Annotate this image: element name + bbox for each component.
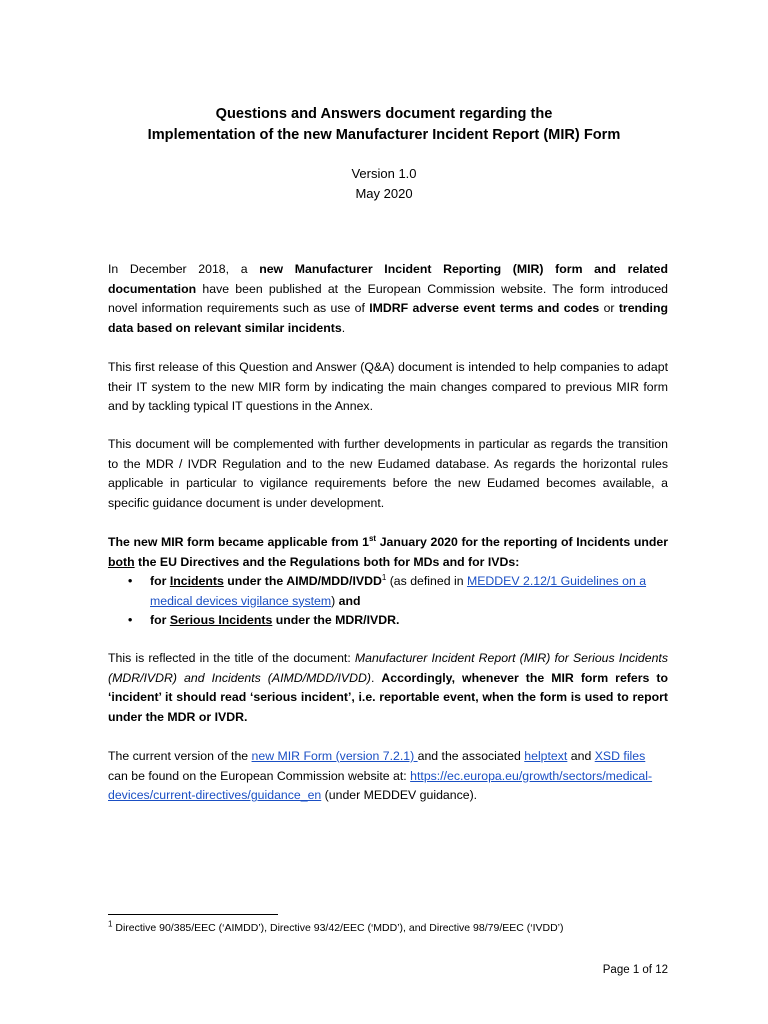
paragraph-title-reflection (108, 649, 668, 727)
underlined-text: Serious Incidents (169, 613, 273, 627)
text: for (150, 613, 170, 627)
title-line-1: Questions and Answers document regarding the (215, 106, 553, 122)
page-number: Page 1 of 12 (602, 964, 668, 976)
version-date: May 2020 (355, 186, 413, 201)
bold-text: IMDRF adverse event terms and codes (369, 301, 600, 315)
version-block (0, 164, 768, 204)
text: The new MIR form became applicable from 1 (108, 535, 369, 549)
bullet-icon: • (128, 613, 133, 627)
text: for (150, 574, 170, 588)
paragraph-complement: This document will be complemented with further developments in particular as regards the transition to the MDR / IVDR Regulation and to the new Eudamed database. As regards the horizontal rules applicable in particular to vigilance requirements before the new Eudamed becomes available, a specific guidance document is under development. (108, 437, 668, 510)
text: The current version of the (108, 749, 252, 763)
ec-guidance-url-link[interactable]: https://ec.europa.eu/growth/sectors/medical-devices/current-directives/guidance_en (108, 768, 653, 802)
applicability-list (108, 572, 668, 631)
text: the EU Directives and the Regulations both for MDs and for IVDs: (134, 554, 520, 569)
footnote (108, 920, 708, 936)
text: or (599, 301, 619, 315)
text: under the MDR/IVDR. (272, 613, 400, 627)
text: (under MEDDEV guidance). (321, 788, 478, 802)
text: (as defined in (386, 574, 467, 588)
paragraph-qa-purpose: This first release of this Question and Answer (Q&A) document is intended to help companies to adapt their IT system to the new MIR form by indicating the main changes compared to previous MIR form and by tackling typical IT questions in the Annex. (108, 360, 668, 413)
helptext-link[interactable]: helptext (524, 749, 568, 763)
underlined-text: both (108, 554, 135, 569)
text: In December 2018, a (108, 262, 260, 276)
list-item (108, 611, 668, 631)
meddev-guidelines-link[interactable]: MEDDEV 2.12/1 Guidelines on a medical devices vigilance system (150, 574, 647, 608)
bold-text: Accordingly, whenever the MIR form refers to ‘incident’ it should read ‘serious incident’, i.e. reportable event, when the form is used to report under the MDR or IVDR. (108, 670, 668, 724)
text: and (567, 749, 595, 763)
xsd-files-link[interactable]: XSD files (594, 749, 646, 763)
paragraph-applicability (108, 533, 668, 631)
paragraph-current-version (108, 747, 668, 806)
mir-form-link[interactable]: new MIR Form (version 7.2.1) (251, 749, 418, 763)
text: and (338, 593, 361, 608)
text: have been published at the European Commission website. The form introduced novel information requirements such as use of (108, 281, 668, 315)
underlined-text: Incidents (169, 574, 224, 588)
italic-text: Manufacturer Incident Report (MIR) for Serious Incidents (MDR/IVDR) and Incidents (AIMD/MDD/IVDD) (108, 651, 668, 685)
text: This is reflected in the title of the document: (108, 651, 355, 665)
footnote-divider (108, 914, 278, 915)
title-line-2: Implementation of the new Manufacturer Incident Report (MIR) Form (147, 127, 621, 143)
superscript: st (368, 533, 377, 543)
bullet-icon: • (128, 574, 133, 588)
version-number: Version 1.0 (351, 166, 417, 181)
text: under the AIMD/MDD/IVDD (223, 574, 382, 588)
text: January 2020 for the reporting of Incidents under (376, 535, 669, 549)
list-item (108, 572, 668, 611)
footnote-mark: 1 (108, 919, 113, 929)
bold-text: new Manufacturer Incident Reporting (MIR) form and related documentation (108, 262, 668, 296)
paragraph-intro (108, 260, 668, 338)
bold-text: trending data based on relevant similar incidents (108, 301, 668, 335)
text: can be found on the European Commission website at: (108, 768, 411, 783)
document-title (0, 104, 768, 146)
text: ) (331, 593, 339, 608)
text: . (370, 670, 382, 685)
footnote-ref[interactable]: 1 (381, 572, 387, 582)
text: and the associated (417, 749, 525, 763)
text: . (341, 320, 346, 335)
footnote-text: Directive 90/385/EEC (‘AIMDD’), Directive 93/42/EEC (‘MDD’), and Directive 98/79/EEC (‘IVDD’) (112, 922, 564, 934)
